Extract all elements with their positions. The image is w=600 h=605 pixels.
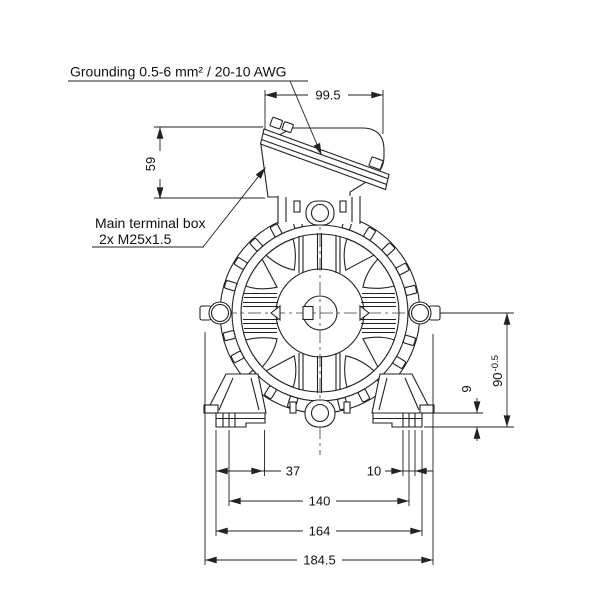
dim-terminal-box-width: 99.5 [315, 87, 341, 103]
dim-foot-pad-width: 37 [285, 463, 301, 479]
mounting-foot-right [372, 374, 434, 427]
cable-gland-2 [282, 122, 294, 133]
dim-foot-slot-width: 10 [366, 463, 382, 479]
hub-cusp-right [360, 306, 369, 320]
dim-overall-width: 184.5 [303, 552, 336, 568]
terminal-box [261, 117, 390, 225]
dim-shaft-center-height [490, 355, 505, 387]
grounding-label: Grounding 0.5-6 mm² / 20-10 AWG [70, 63, 287, 80]
terminal-box-leader [203, 168, 266, 248]
lug-right [409, 302, 440, 324]
dim-90-tolerance: -0.5 [490, 355, 501, 372]
lug-left [200, 302, 231, 324]
terminal-box-label-line2: 2x M25x1.5 [99, 231, 172, 247]
dim-foot-pad-thickness: 9 [459, 385, 474, 393]
dim-90-value: 90 [490, 372, 505, 387]
hub-cusp-left [271, 306, 280, 320]
dim-foot-hole-spacing: 140 [308, 493, 331, 509]
mounting-foot-left [204, 374, 266, 427]
dim-foot-outer-width: 164 [308, 523, 331, 539]
terminal-box-label-line1: Main terminal box [95, 215, 206, 231]
cable-gland-1 [270, 117, 283, 129]
dim-terminal-box-height: 59 [143, 156, 158, 172]
keyway [303, 307, 313, 320]
